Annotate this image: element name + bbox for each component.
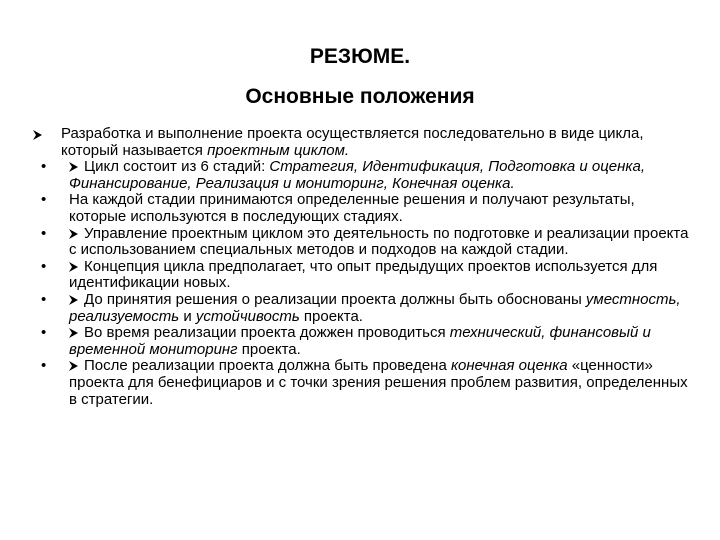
arrow-bullet-icon (69, 361, 78, 371)
list-item (33, 358, 689, 408)
bullet-icon: • (41, 290, 47, 308)
italic-text: технический, финансовый и временной мониторинг (69, 324, 651, 358)
italic-text: конечная оценка (450, 357, 568, 375)
arrow-bullet-icon (69, 162, 78, 172)
summary-list (33, 126, 689, 408)
item-text: До принятия решения о реализации проекта должны быть обоснованы (84, 290, 586, 308)
bullet-icon: • (41, 191, 47, 209)
bullet-icon: • (41, 158, 47, 176)
item-text: и (179, 307, 196, 325)
item-text: Во время реализации проекта дожжен проводиться (84, 324, 450, 342)
item-text: Управление проектным циклом это деятельность по подготовке и реализации проекта с использованием специальных методов и подходов на каждой стадии. (69, 224, 689, 259)
italic-text: устойчивость (195, 307, 300, 325)
arrow-bullet-icon (69, 328, 78, 338)
italic-text: Стратегия, Идентификация, Подготовка и оценка, Финансирование, Реализация и мониторинг, Конечная оценка. (69, 158, 645, 192)
list-item (33, 126, 689, 159)
arrow-bullet-icon (69, 295, 78, 305)
arrow-bullet-icon (69, 262, 78, 272)
italic-text: уместность, реализуемость (69, 290, 681, 325)
title-line-2: Основные положения (245, 85, 475, 108)
list-item (33, 325, 689, 358)
list-item (33, 226, 689, 259)
arrow-bullet-icon (33, 130, 42, 140)
arrow-bullet-icon (69, 229, 78, 239)
slide-title (0, 37, 720, 117)
item-text: проекта. (299, 307, 363, 325)
bullet-icon: • (41, 324, 47, 342)
item-text: После реализации проекта должна быть проведена (84, 357, 451, 375)
list-item (33, 159, 689, 192)
list-item (33, 292, 689, 325)
bullet-icon: • (41, 224, 47, 242)
bullet-icon: • (41, 257, 47, 275)
bullet-icon: • (41, 357, 47, 375)
item-text: Концепция цикла предполагает, что опыт предыдущих проектов используется для идентификации новых. (69, 257, 658, 292)
item-text: Разработка и выполнение проекта осуществляется последовательно в виде цикла, который называется (61, 125, 644, 159)
italic-text: проектным циклом. (207, 141, 350, 159)
list-item (33, 192, 689, 225)
item-text: проекта. (237, 340, 301, 358)
item-text: Цикл состоит из 6 стадий: (84, 158, 270, 176)
list-item (33, 259, 689, 292)
item-text: На каждой стадии принимаются определенные решения и получают результаты, которые используются в последующих стадиях. (69, 191, 635, 225)
title-line-1: РЕЗЮМЕ. (309, 45, 411, 68)
item-text: «ценности» проекта для бенефициаров и с точки зрения решения проблем развития, определенных в стратегии. (69, 357, 688, 408)
